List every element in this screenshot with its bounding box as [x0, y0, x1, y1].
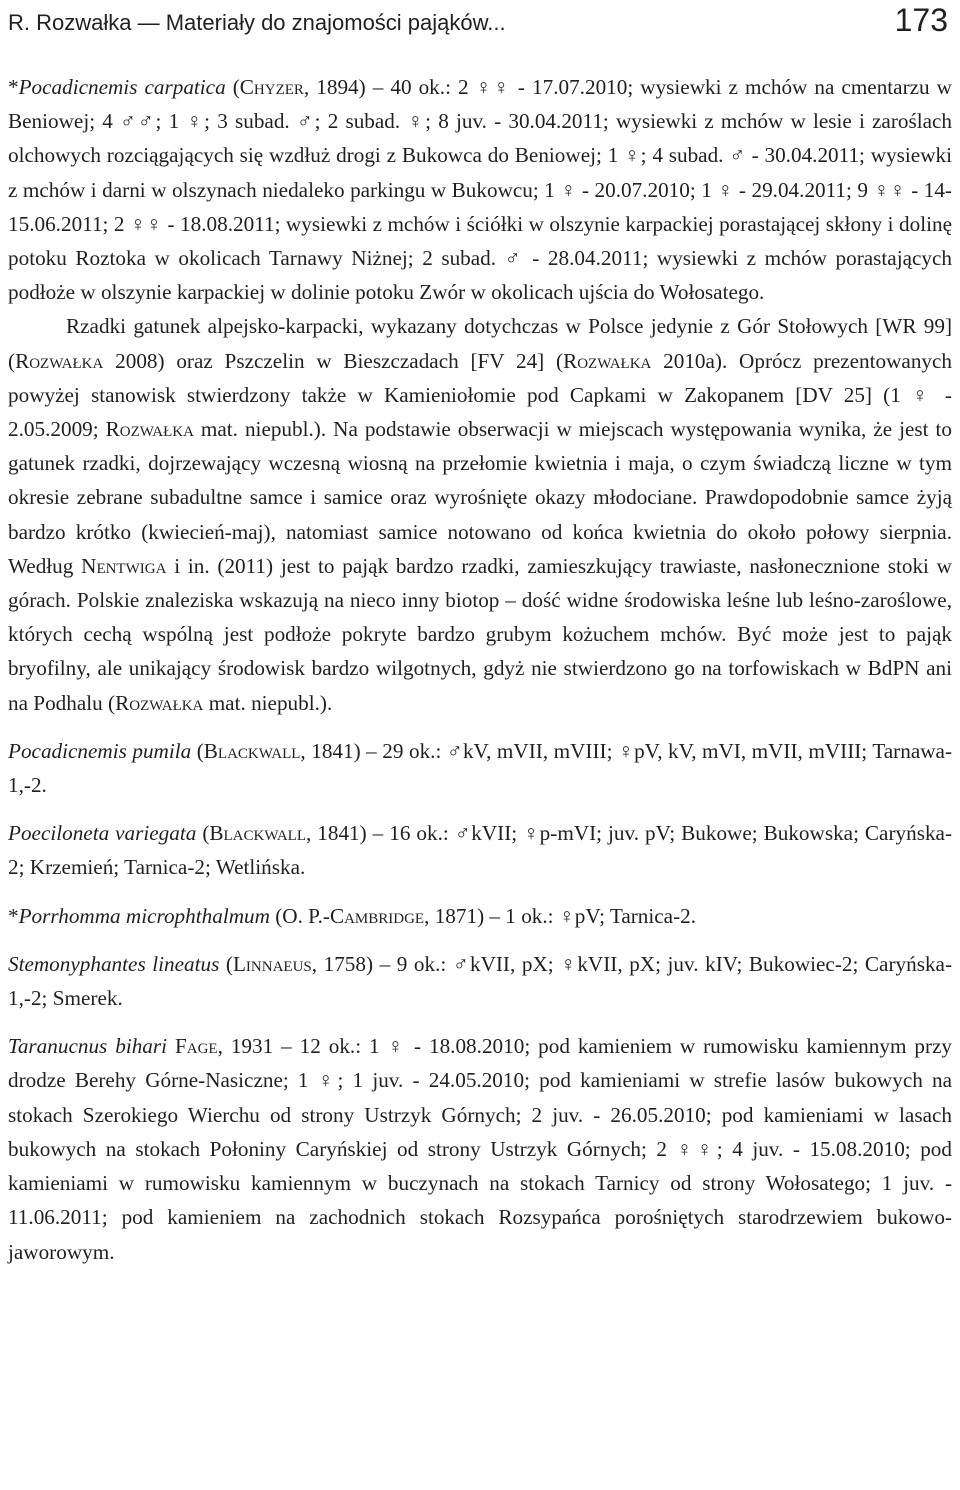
species-name: Pocadicnemis pumila: [8, 738, 192, 763]
species-entry-poeciloneta-variegata: Poeciloneta variegata (Blackwall, 1841) – 16 ok.: ♂kVII; ♀p-mVI; juv. pV; Bukowe; Bukowska; Caryńska-2; Krzemień; Tarnica-2; Wetlińska.: [8, 821, 953, 880]
species-author: Blackwall: [203, 738, 301, 763]
page-number: 173: [894, 2, 948, 38]
cited-author: Rozwałka: [15, 348, 104, 373]
entry-text: , 1841) – 16 ok.: ♂kVII; ♀p-mVI; juv. pV; Bukowe; Bukowska; Caryńska-2; Krzemień; Tarnica-2; Wetlińska.: [8, 821, 953, 880]
species-discussion-paragraph: Rzadki gatunek alpejsko-karpacki, wykazany dotychczas w Polsce jedynie z Gór Stołowych [WR 99] (Rozwałka 2008) oraz Pszczelin w Bieszczadach [FV 24] (Rozwałka 2010a). Oprócz prezentowanych powyżej stanowisk stwierdzony także w Kamieniołomie pod Capkami w Zakopanem [DV 25] (1 ♀ - 2.05.2009; Rozwałka mat. niepubl.). Na podstawie obserwacji w miejscach występowania wynika, że jest to gatunek rzadki, dojrzewający wczesną wiosną na przełomie kwietnia i maja, o czym świadczą liczne w tym okresie zebrane subadultne samce i samice oraz wyrośnięte okazy młodociane. Prawdopodobnie samce żyją bardzo krótko (kwiecień-maj), natomiast samice notowano od końca kwietnia do około połowy sierpnia. Według Nentwiga i in. (2011) jest to pająk bardzo rzadki, zamieszkujący trawiaste, nasłonecznione stoki w górach. Polskie znaleziska wskazują na nieco inny biotop – dość widne środowiska leśne lub leśno-zaroślowe, których cechą wspólną jest podłoże pokryte bardzo grubym kożuchem mchów. Być może jest to pająk bryofilny, ale unikający środowisk bardzo wilgotnych, gdyż nie stwierdzono go na torfowiskach w BdPN ani na Podhalu (Rozwałka mat. niepubl.).: [8, 314, 952, 715]
species-author: Blackwall: [209, 821, 307, 846]
entry-text: , 1871) – 1 ok.: ♀pV; Tarnica-2.: [424, 903, 697, 928]
species-author: Fage: [174, 1034, 218, 1059]
species-name: Poeciloneta variegata: [8, 821, 197, 846]
cited-author: Rozwałka: [563, 348, 652, 373]
new-record-marker: *: [8, 75, 19, 99]
entry-text: , 1931 – 12 ok.: 1 ♀ - 18.08.2010; pod kamieniem w rumowisku kamiennym przy drodze Berehy Górne-Nasiczne; 1 ♀; 1 juv. - 24.05.2010; pod kamieniami w strefie lasów bukowych na stokach Szerokiego Wierchu od strony Ustrzyk Górnych; 2 juv. - 26.05.2010; pod kamieniami w lasach bukowych na stokach Połoniny Caryńskiej od strony Ustrzyk Górnych; 2 ♀♀; 4 juv. - 15.08.2010; pod kamieniami w rumowisku kamiennym w buczynach na stokach Tarnicy od strony Wołosatego; 1 juv. - 11.06.2011; pod kamieniem na zachodnich stokach Rozsypańca porośniętych starodrzewiem bukowo-jaworowym.: [8, 1034, 952, 1264]
species-author: Linnaeus: [232, 951, 312, 976]
species-entry-taranucnus-bihari: [8, 1029, 952, 1268]
species-name: Stemonyphantes lineatus: [8, 951, 220, 976]
species-name: Pocadicnemis carpatica: [18, 75, 226, 99]
species-author: O. P.-Cambridge: [282, 903, 425, 928]
running-title: R. Rozwałka — Materiały do znajomości pająków...: [8, 10, 506, 35]
species-entry-stemonyphantes-lineatus: Stemonyphantes lineatus (Linnaeus, 1758) – 9 ok.: ♂kVII, pX; ♀kVII, pX; juv. kIV; Bukowiec-2; Caryńska-1,-2; Smerek.: [8, 951, 953, 1011]
entry-text: , 1894) – 40 ok.: 2 ♀♀ - 17.07.2010; wysiewki z mchów na cmentarzu w Beniowej; 4 ♂♂; 1 ♀; 3 subad. ♂; 2 subad. ♀; 8 juv. - 30.04.2011; wysiewki z mchów w lesie i zaroślach olchowych rozciągających się wzdłuż drogi z Bukowca do Beniowej; 1 ♀; 4 subad. ♂ - 30.04.2011; wysiewki z mchów i darni w olszynach niedaleko parkingu w Bukowcu; 1 ♀ - 20.07.2010; 1 ♀ - 29.04.2011; 9 ♀♀ - 14-15.06.2011; 2 ♀♀ - 18.08.2011; wysiewki z mchów i ściółki w olszynie karpackiej porastającej skłony i dolinę potoku Roztoka w okolicach Tarnawy Niżnej; 2 subad. ♂ - 28.04.2011; wysiewki z mchów porastających podłoże w olszynie karpackiej w dolinie potoku Zwór w okolicach ujścia do Wołosatego.: [8, 75, 952, 305]
cited-author: Rozwałka: [115, 690, 204, 715]
cited-author: Nentwiga: [81, 553, 167, 578]
new-record-marker: *: [8, 903, 19, 928]
entry-text: , 1841) – 29 ok.: ♂kV, mVII, mVIII; ♀pV, kV, mVI, mVII, mVIII; Tarnawa-1,-2.: [8, 738, 952, 798]
species-entry-pocadicnemis-carpatica: *Pocadicnemis carpatica (Chyzer, 1894) – 40 ok.: 2 ♀♀ - 17.07.2010; wysiewki z mchów na cmentarzu w Beniowej; 4 ♂♂; 1 ♀; 3 subad. ♂; 2 subad. ♀; 8 juv. - 30.04.2011; wysiewki z mchów w lesie i zaroślach olchowych rozciągających się wzdłuż drogi z Bukowca do Beniowej; 1 ♀; 4 subad. ♂ - 30.04.2011; wysiewki z mchów i darni w olszynach niedaleko parkingu w Bukowcu; 1 ♀ - 20.07.2010; 1 ♀ - 29.04.2011; 9 ♀♀ - 14-15.06.2011; 2 ♀♀ - 18.08.2011; wysiewki z mchów i ściółki w olszynie karpackiej porastającej skłony i dolinę potoku Roztoka w okolicach Tarnawy Niżnej; 2 subad. ♂ - 28.04.2011; wysiewki z mchów porastających podłoże w olszynie karpackiej w dolinie potoku Zwór w okolicach ujścia do Wołosatego.: [8, 75, 952, 305]
species-author: Chyzer: [239, 75, 304, 99]
species-name: Taranucnus bihari: [8, 1034, 168, 1059]
species-name: Porrhomma microphthalmum: [18, 903, 270, 928]
running-header: [8, 0, 952, 44]
cited-author: Rozwałka: [105, 417, 194, 442]
species-entry-pocadicnemis-pumila: Pocadicnemis pumila (Blackwall, 1841) – 29 ok.: ♂kV, mVII, mVIII; ♀pV, kV, mVI, mVII, mVIII; Tarnawa-1,-2.: [8, 738, 952, 798]
page-body: [8, 70, 952, 1269]
species-entry-porrhomma-microphthalmum: *Porrhomma microphthalmum (O. P.-Cambridge, 1871) – 1 ok.: ♀pV; Tarnica-2.: [8, 903, 697, 928]
entry-text: , 1758) – 9 ok.: ♂kVII, pX; ♀kVII, pX; juv. kIV; Bukowiec-2; Caryńska-1,-2; Smerek.: [8, 951, 953, 1011]
